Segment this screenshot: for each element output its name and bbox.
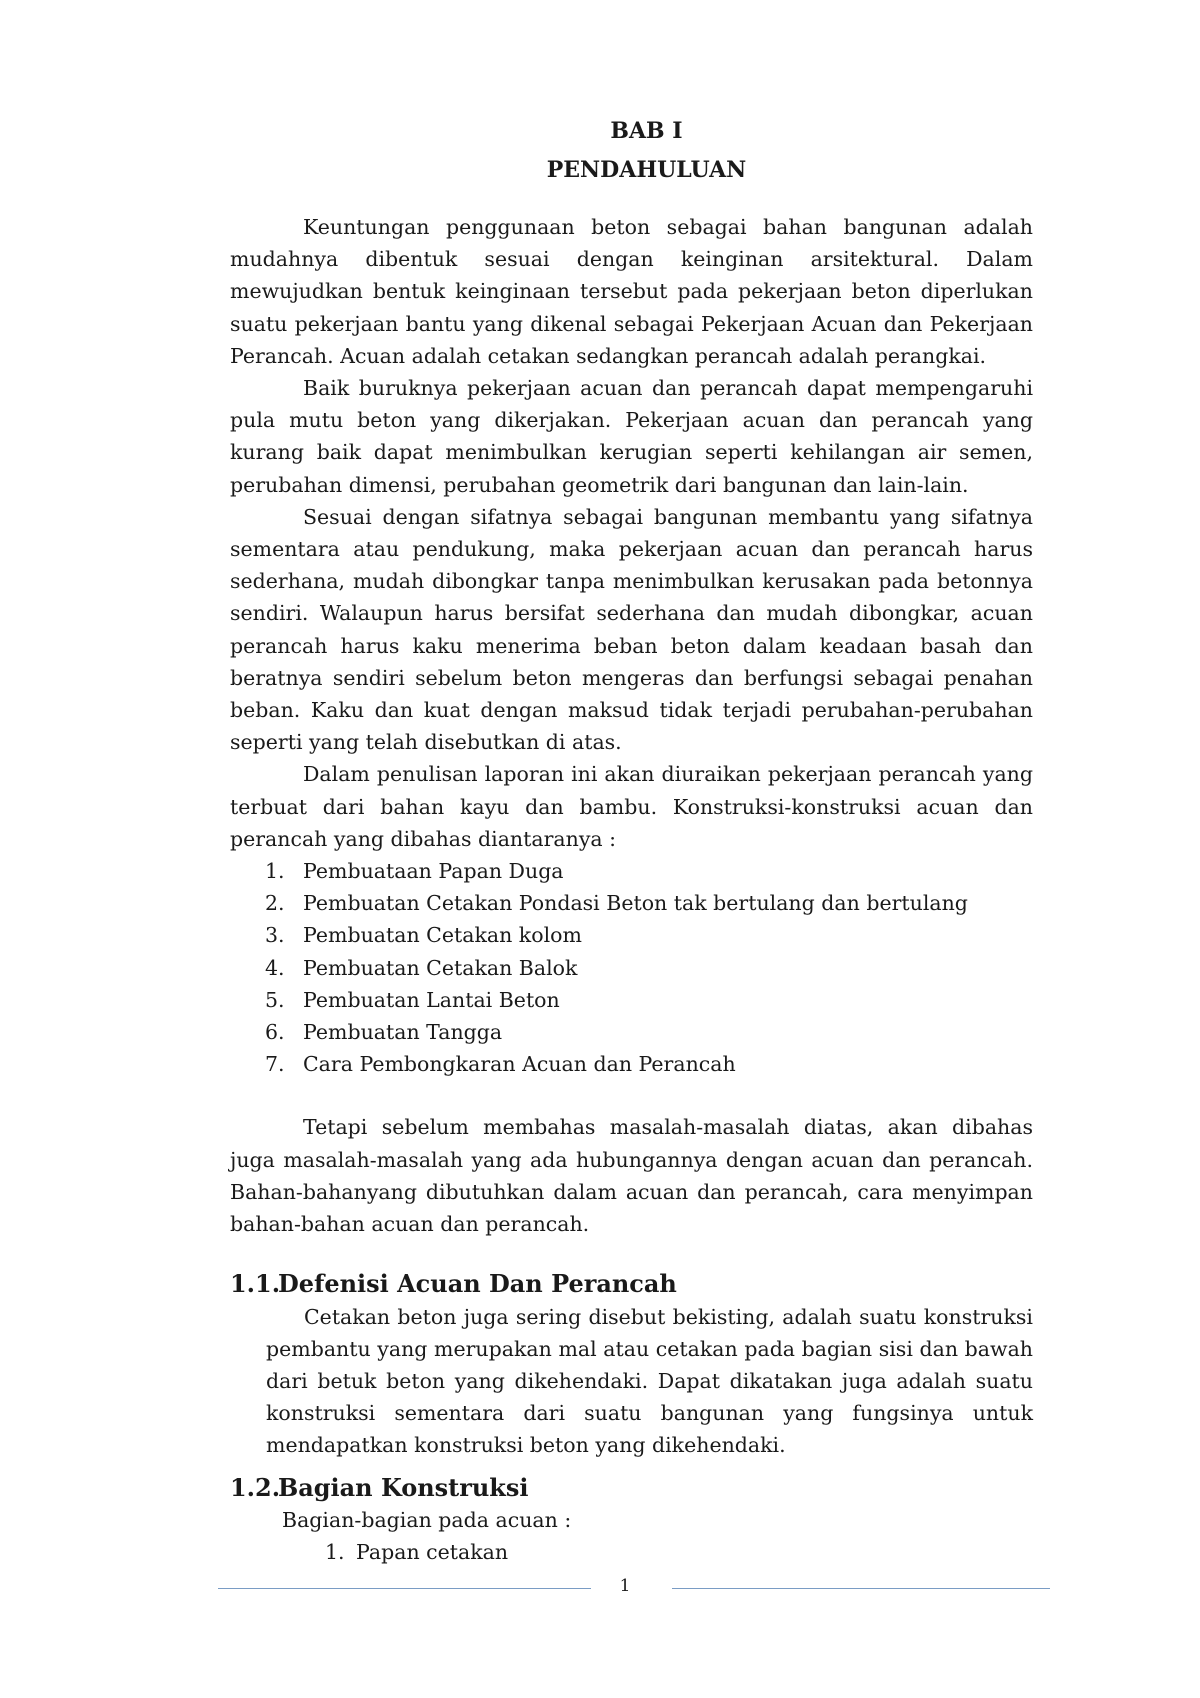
list-number: 2. — [265, 891, 285, 916]
list-item — [230, 919, 1033, 951]
list-number: 7. — [265, 1052, 285, 1077]
section-title: Bagian Konstruksi — [278, 1472, 529, 1502]
spacer — [230, 1080, 1033, 1111]
chapter-title: PENDAHULUAN — [546, 157, 747, 183]
list-item — [230, 855, 1033, 887]
list-item — [230, 984, 1033, 1016]
list-text: Pembuataan Papan Duga — [303, 859, 564, 884]
section-title: Defenisi Acuan Dan Perancah — [278, 1269, 677, 1299]
section-1-1-body — [230, 1301, 1033, 1462]
acuan-parts-list — [230, 1536, 1033, 1568]
section-heading-1-2 — [230, 1472, 1033, 1504]
list-text: Cara Pembongkaran Acuan dan Perancah — [303, 1052, 736, 1077]
section-heading-1-1 — [230, 1268, 1033, 1300]
section-number: 1.2. — [230, 1472, 281, 1502]
list-text: Pembuatan Tangga — [303, 1020, 503, 1045]
list-item — [230, 1536, 1033, 1568]
list-number: 5. — [265, 987, 285, 1012]
list-number: 1. — [265, 859, 285, 884]
construction-list — [230, 855, 1033, 1080]
paragraph-4: Dalam penulisan laporan ini akan diuraikan pekerjaan perancah yang terbuat dari bahan kayu dan bambu. Konstruksi-konstruksi acuan dan perancah yang dibahas diantaranya : — [230, 762, 1033, 851]
page-content — [230, 112, 1033, 1568]
section-number: 1.1. — [230, 1269, 281, 1299]
list-text: Pembuatan Cetakan kolom — [303, 923, 582, 948]
list-item — [230, 887, 1033, 919]
list-text: Pembuatan Lantai Beton — [303, 987, 560, 1012]
closing-paragraph: Tetapi sebelum membahas masalah-masalah diatas, akan dibahas juga masalah-masalah yang ada hubungannya dengan acuan dan perancah. Bahan-bahanyang dibutuhkan dalam acuan dan perancah, cara menyimpan bahan-bahan acuan dan perancah. — [230, 1115, 1033, 1237]
page-number: 1 — [619, 1576, 631, 1596]
paragraph-2: Baik buruknya pekerjaan acuan dan perancah dapat mempengaruhi pula mutu beton yang dikerjakan. Pekerjaan acuan dan perancah yang kurang baik dapat menimbulkan kerugian seperti kehilangan air semen, perubahan dimensi, perubahan geometrik dari bangunan dan lain-lain. — [230, 376, 1033, 497]
section-1-1-paragraph: Cetakan beton juga sering disebut bekisting, adalah suatu konstruksi pembantu yang merupakan mal atau cetakan pada bagian sisi dan bawah dari betuk beton yang dikehendaki. Dapat dikatakan juga adalah suatu konstruksi sementara dari suatu bangunan yang fungsinya untuk mendapatkan konstruksi beton yang dikehendaki. — [266, 1304, 1033, 1458]
list-text: Pembuatan Cetakan Balok — [303, 955, 578, 980]
section-1-2-intro: Bagian-bagian pada acuan : — [282, 1507, 572, 1532]
chapter-number: BAB I — [610, 118, 683, 144]
paragraph-1: Keuntungan penggunaan beton sebagai bahan bangunan adalah mudahnya dibentuk sesuai dengan keinginan arsitektural. Dalam mewujudkan bentuk keinginaan tersebut pada pekerjaan beton diperlukan suatu pekerjaan bantu yang dikenal sebagai Pekerjaan Acuan dan Pekerjaan Perancah. Acuan adalah cetakan sedangkan perancah adalah perangkai. — [230, 215, 1033, 368]
list-number: 4. — [265, 955, 285, 980]
list-item — [230, 952, 1033, 984]
footer-divider-right — [672, 1588, 1050, 1589]
paragraph-3: Sesuai dengan sifatnya sebagai bangunan membantu yang sifatnya sementara atau pendukung, maka pekerjaan acuan dan perancah harus sederhana, mudah dibongkar tanpa menimbulkan kerusakan pada betonnya sendiri. Walaupun harus bersifat sederhana dan mudah dibongkar, acuan perancah harus kaku menerima beban beton dalam keadaan basah dan beratnya sendiri sebelum beton mengeras dan berfungsi sebagai penahan beban. Kaku dan kuat dengan maksud tidak terjadi perubahan-perubahan seperti yang telah disebutkan di atas. — [230, 504, 1033, 755]
chapter-heading — [260, 112, 1033, 190]
list-number: 1. — [325, 1539, 345, 1564]
list-number: 3. — [265, 923, 285, 948]
list-item — [230, 1048, 1033, 1080]
list-item — [230, 1016, 1033, 1048]
footer-divider-left — [218, 1588, 591, 1589]
list-number: 6. — [265, 1020, 285, 1045]
list-text: Pembuatan Cetakan Pondasi Beton tak bertulang dan bertulang — [303, 891, 968, 916]
list-text: Papan cetakan — [356, 1539, 509, 1564]
